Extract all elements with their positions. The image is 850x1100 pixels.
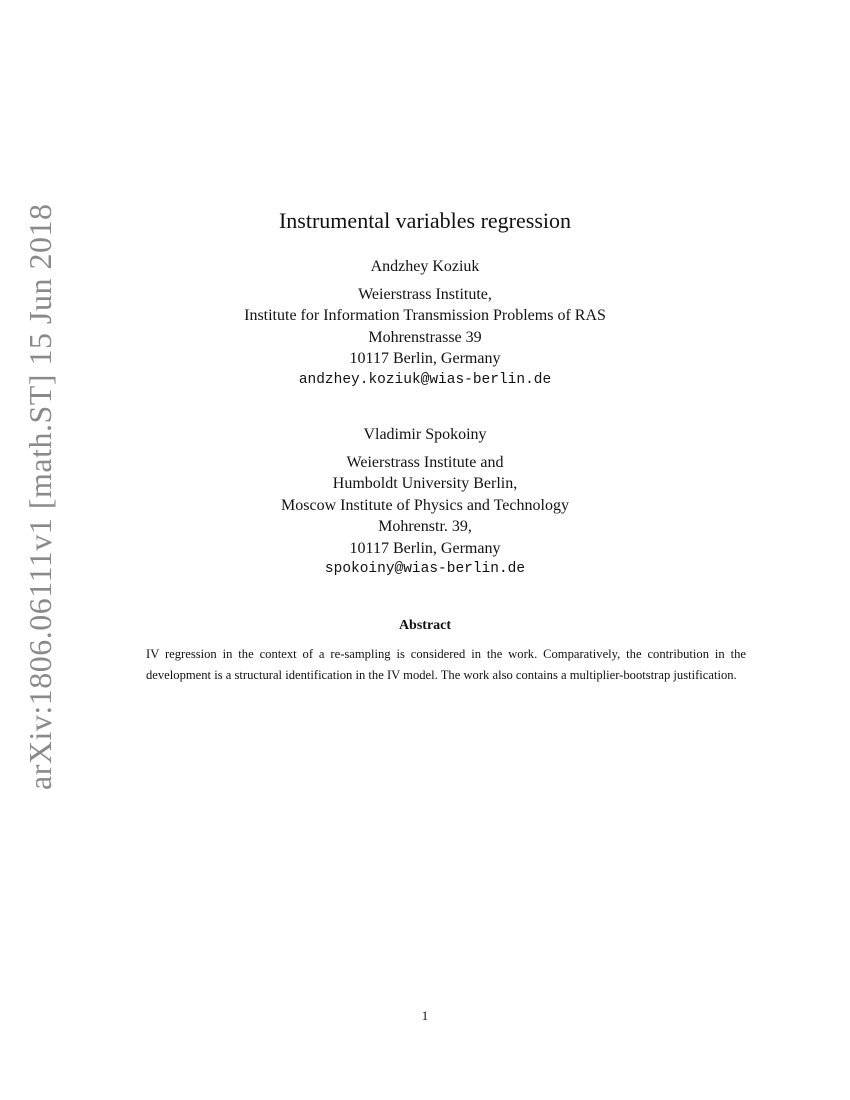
author-block-2 bbox=[0, 424, 850, 581]
affiliation-line: Mohrenstr. 39, bbox=[378, 518, 472, 535]
author-name: Vladimir Spokoiny bbox=[363, 426, 487, 443]
author-block-1 bbox=[0, 256, 850, 391]
affiliation-line: 10117 Berlin, Germany bbox=[349, 539, 501, 557]
arxiv-stamp: arXiv:1806.06111v1 [math.ST] 15 Jun 2018 bbox=[22, 203, 58, 790]
affiliation-line: Mohrenstrasse 39 bbox=[368, 328, 482, 346]
abstract-heading: Abstract bbox=[398, 618, 452, 633]
author-name: Andzhey Koziuk bbox=[370, 258, 480, 275]
abstract-text: IV regression in the context of a re-sampling is considered in the work. Comparatively, the contribution in the development is a structural identification in the IV model. The work also contains a multiplier-bootstrap justification. bbox=[146, 647, 746, 682]
paper-title: Instrumental variables regression bbox=[278, 208, 571, 233]
author-email[interactable]: spokoiny@wias-berlin.de bbox=[324, 561, 526, 577]
page-number: 1 bbox=[421, 1008, 429, 1023]
affiliation-line: Institute for Information Transmission Problems of RAS bbox=[244, 307, 606, 324]
affiliation-line: 10117 Berlin, Germany bbox=[349, 350, 501, 367]
affiliation-line: Moscow Institute of Physics and Technology bbox=[281, 496, 569, 514]
author-email[interactable]: andzhey.koziuk@wias-berlin.de bbox=[298, 371, 552, 388]
affiliation-line: Humboldt University Berlin, bbox=[332, 475, 518, 492]
affiliation-line: Weierstrass Institute, bbox=[358, 285, 492, 303]
affiliation-line: Weierstrass Institute and bbox=[346, 453, 504, 471]
